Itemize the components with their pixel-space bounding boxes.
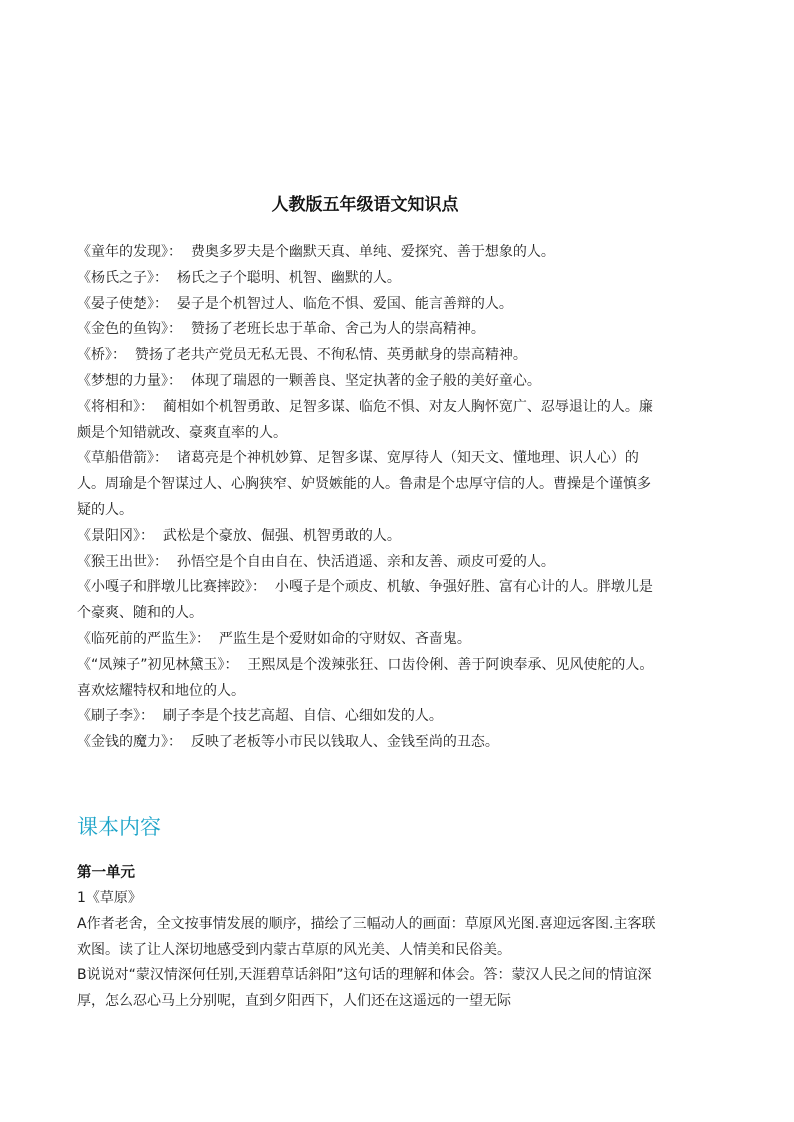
- paragraph: B说说对“蒙汉情深何任别,天涯碧草话斜阳”这句话的理解和体会。答：蒙汉人民之间的情谊深厚，怎么忍心马上分别呢，直到夕阳西下，人们还在这遥远的一望无际: [77, 967, 652, 1010]
- list-item: 《梦想的力量》： 体现了瑞恩的一颗善良、坚定执著的金子般的美好童心。: [77, 372, 541, 389]
- lesson-title: 1《草原》: [77, 890, 142, 906]
- character-summary-list: [77, 240, 657, 756]
- list-item: 《将相和》： 蔺相如个机智勇敢、足智多谋、临危不惧、对友人胸怀宽广、忍辱退让的人。廉颇是个知错就改、豪爽直率的人。: [77, 398, 653, 441]
- list-item: 《猴王出世》： 孙悟空是个自由自在、快活逍遥、亲和友善、顽皮可爱的人。: [77, 553, 555, 570]
- paragraph: A作者老舍，全文按事情发展的顺序，描绘了三幅动人的画面：草原风光图.喜迎远客图.主客联欢图。读了让人深切地感受到内蒙古草原的风光美、人情美和民俗美。: [77, 915, 656, 958]
- list-item: 《金色的鱼钩》： 赞扬了老班长忠于革命、舍己为人的崇高精神。: [77, 321, 485, 338]
- list-item: 《晏子使楚》： 晏子是个机智过人、临危不惧、爱国、能言善辩的人。: [77, 295, 513, 312]
- list-item: 《童年的发现》： 费奥多罗夫是个幽默天真、单纯、爱探究、善于想象的人。: [77, 244, 555, 260]
- list-item: 《“凤辣子”初见林黛玉》： 王熙凤是个泼辣张狂、口齿伶俐、善于阿谀奉承、见风使舵的人。喜欢炫耀特权和地位的人。: [77, 656, 654, 699]
- list-item: 《景阳冈》： 武松是个豪放、倔强、机智勇敢的人。: [77, 527, 401, 544]
- unit-title: 第一单元: [77, 865, 135, 881]
- list-item: 《杨氏之子》： 杨氏之子个聪明、机智、幽默的人。: [77, 269, 401, 286]
- document-title: 人教版五年级语文知识点: [271, 195, 459, 215]
- list-item: 《金钱的魔力》： 反映了老板等小市民以钱取人、金钱至尚的丑态。: [77, 734, 499, 751]
- list-item: 《桥》： 赞扬了老共产党员无私无畏、不徇私情、英勇献身的崇高精神。: [77, 347, 527, 364]
- unit-content: [77, 860, 657, 1015]
- list-item: 《小嘎子和胖墩儿比赛摔跤》： 小嘎子是个顽皮、机敏、争强好胜、富有心计的人。胖墩儿是个豪爽、随和的人。: [77, 579, 653, 622]
- list-item: 《临死前的严监生》： 严监生是个爱财如命的守财奴、吝啬鬼。: [77, 630, 471, 647]
- list-item: 《刷子李》： 刷子李是个技艺高超、自信、心细如发的人。: [77, 708, 443, 725]
- list-item: 《草船借箭》： 诸葛亮是个神机妙算、足智多谋、宽厚待人（知天文、懂地理、识人心）的人。周瑜是个智谋过人、心胸狭窄、妒贤嫉能的人。鲁肃是个忠厚守信的人。曹操是个谨慎多疑的人。: [77, 450, 651, 518]
- section-heading: 课本内容: [77, 815, 161, 839]
